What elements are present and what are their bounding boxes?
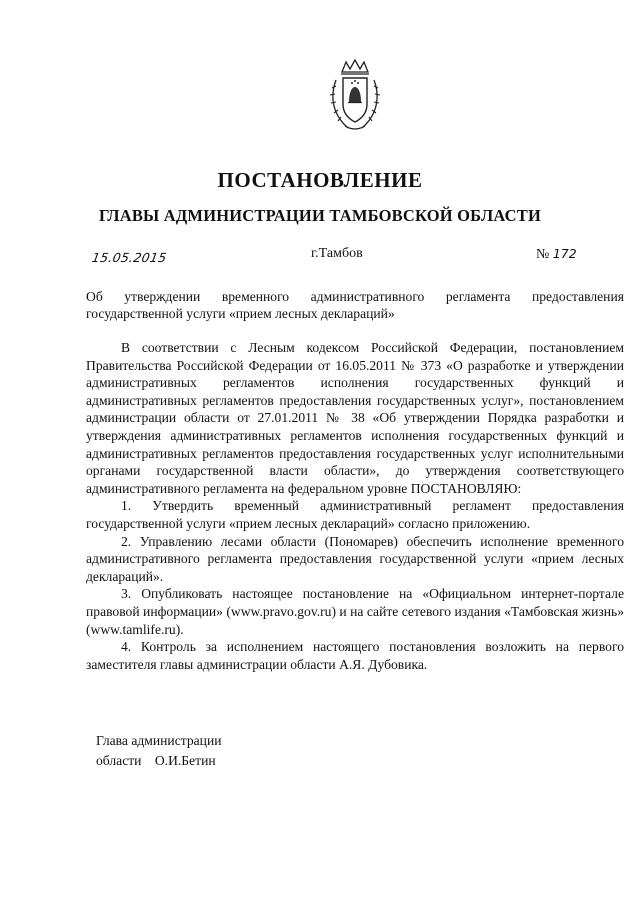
preamble-paragraph: В соответствии с Лесным кодексом Российской Федерации, постановлением Правительства Российской Федерации от 16.05.2011 № 373 «О разработке и утверждении административных регламентов исполнения государственных функций и административных регламентов предоставления государственных услуг», постановлением администрации области от 27.01.2011 № 38 «Об утверждении Порядка разработки и утверждения административных регламентов исполнения государственных функций и административных регламентов предоставления государственных услуг исполнительными органами государственной власти области», до утверждения соответствующего административного регламента на федеральном уровне ПОСТАНОВЛЯЮ: (86, 340, 624, 496)
number-label: № (536, 247, 550, 262)
document-title: ПОСТАНОВЛЕНИЕ (217, 168, 423, 192)
signatory-position-cont: области (96, 753, 142, 768)
coat-of-arms-icon (328, 58, 382, 134)
document-body (86, 339, 624, 673)
document-subject: Об утверждении временного административного регламента предоставления государственной услуги «прием лесных деклараций» (86, 289, 624, 321)
signature-block (96, 731, 222, 771)
clause-4: 4. Контроль за исполнением настоящего постановления возложить на первого заместителя главы администрации области А.Я. Дубовика. (86, 639, 624, 672)
signatory-position: Глава администрации (96, 733, 222, 748)
signatory-row (96, 751, 222, 771)
clause-1: 1. Утвердить временный административный регламент предоставления государственной услуги «прием лесных деклараций» согласно приложению. (86, 498, 624, 531)
document-city: г.Тамбов (311, 246, 363, 261)
document-number (536, 246, 577, 263)
clause-3: 3. Опубликовать настоящее постановление на «Официальном интернет-портале правовой информации» (www.pravo.gov.ru) и на сайте сетевого издания «Тамбовская жизнь» (www.tamlife.ru). (86, 586, 624, 637)
number-value: 172 (552, 246, 577, 261)
clause-2: 2. Управлению лесами области (Пономарев) обеспечить исполнение временного административного регламента предоставления государственной услуги «прием лесных деклараций». (86, 533, 624, 584)
document-subtitle: ГЛАВЫ АДМИНИСТРАЦИИ ТАМБОВСКОЙ ОБЛАСТИ (99, 206, 541, 225)
signatory-name: О.И.Бетин (154, 753, 216, 768)
document-date: 15.05.2015 (90, 250, 168, 265)
